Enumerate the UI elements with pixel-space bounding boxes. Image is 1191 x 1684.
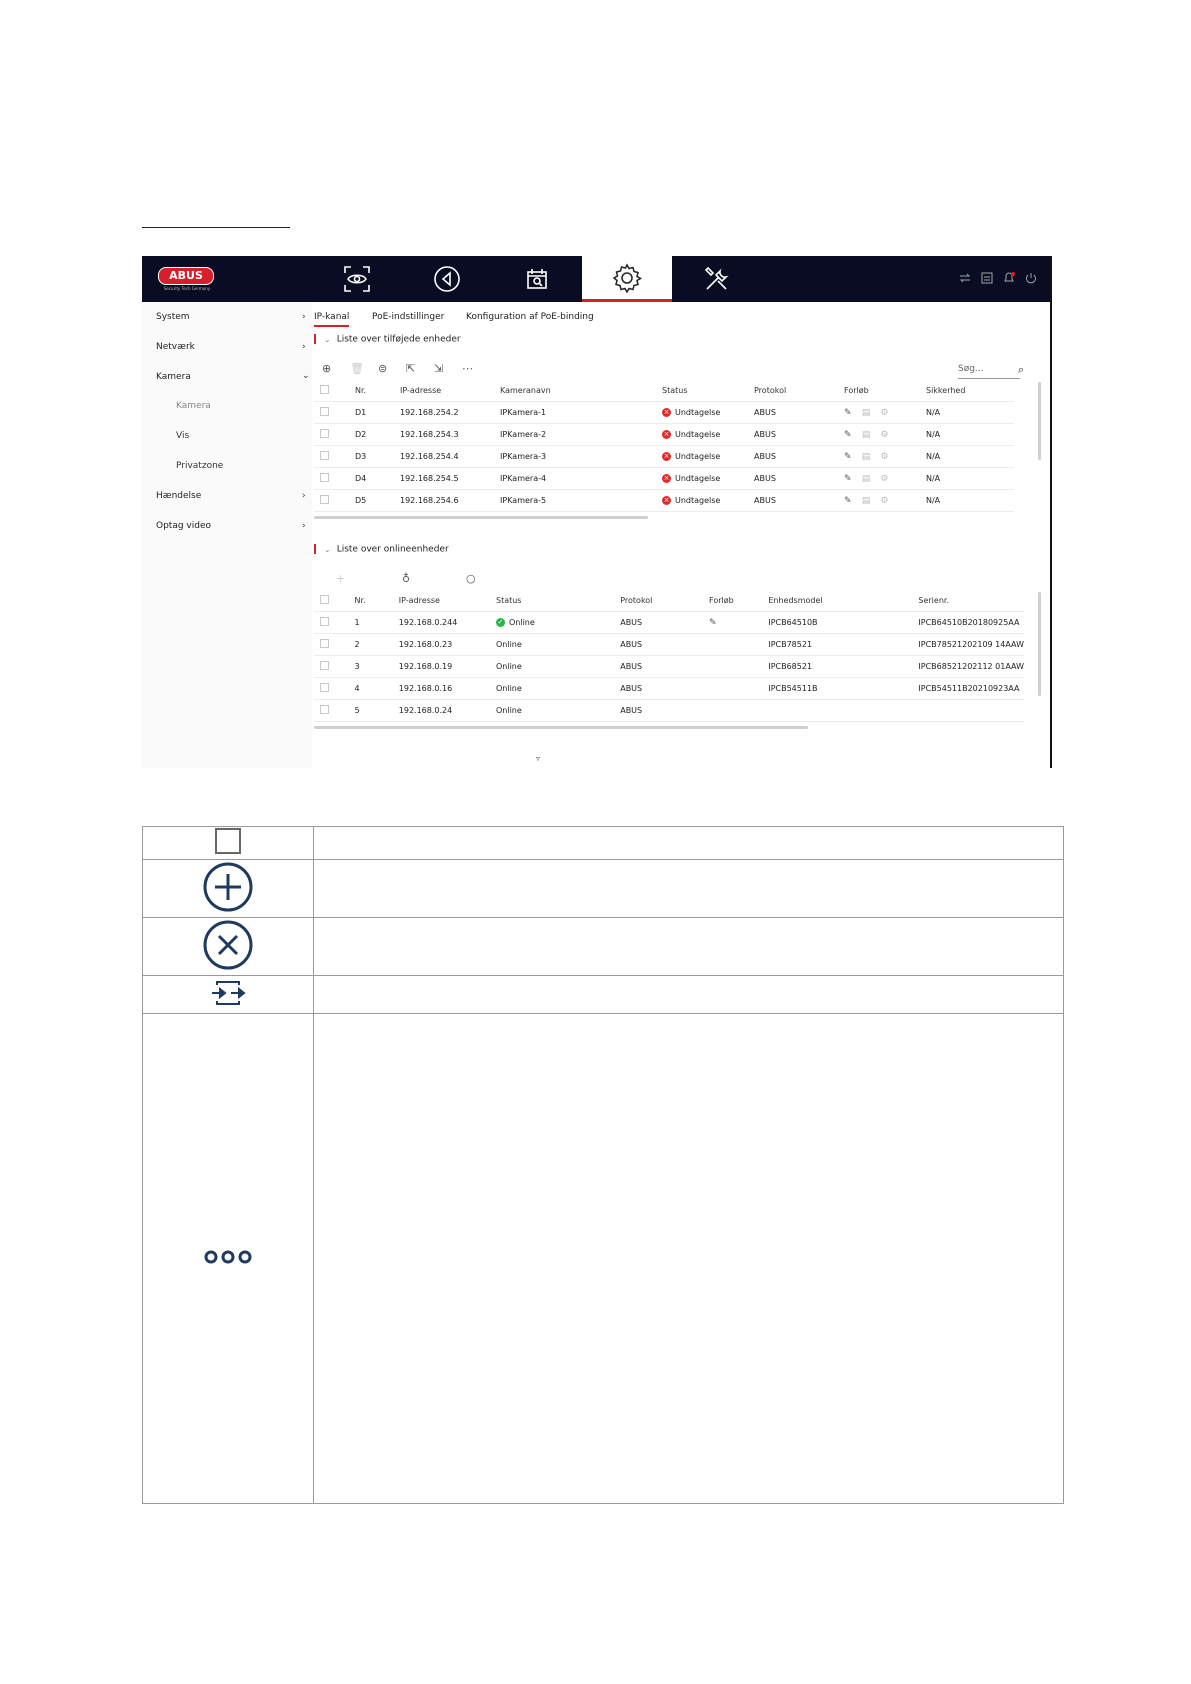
caret-down-icon: ⌄ bbox=[324, 334, 331, 344]
table-row[interactable] bbox=[314, 700, 1024, 722]
cell-status: Online bbox=[496, 634, 620, 656]
cell-name: IPKamera-3 bbox=[500, 446, 662, 468]
network-icon[interactable] bbox=[958, 270, 972, 284]
status-text: Undtagelse bbox=[675, 452, 721, 461]
cell-nr: 3 bbox=[354, 656, 398, 678]
add-icon[interactable]: ⊕ bbox=[322, 362, 332, 375]
cell-actions bbox=[844, 468, 926, 490]
col-nr[interactable]: Nr. bbox=[355, 380, 400, 402]
edit-icon[interactable]: ✎ bbox=[844, 451, 852, 462]
table-row[interactable] bbox=[314, 656, 1024, 678]
delete-icon[interactable]: ▤ bbox=[861, 407, 871, 418]
cell-status bbox=[662, 424, 754, 446]
cell-actions bbox=[844, 424, 926, 446]
cell-ip: 192.168.254.4 bbox=[400, 446, 500, 468]
cell-protocol: ABUS bbox=[620, 700, 709, 722]
table-row[interactable] bbox=[314, 634, 1024, 656]
cell-nr: 1 bbox=[354, 612, 398, 634]
row-checkbox[interactable] bbox=[320, 473, 329, 482]
error-status-icon: × bbox=[663, 408, 670, 416]
cell-model: IPCB54511B bbox=[768, 678, 918, 700]
cell-name: IPKamera-1 bbox=[500, 402, 662, 424]
cell-serial: IPCB78521202109 14AAW bbox=[918, 634, 1024, 656]
storage-icon[interactable] bbox=[980, 270, 994, 284]
tab-ip-kanal[interactable]: IP-kanal bbox=[314, 312, 349, 327]
import-icon[interactable]: ⇲ bbox=[434, 362, 444, 375]
cell-security: N/A bbox=[926, 468, 1014, 490]
cell-ip: 192.168.0.24 bbox=[399, 700, 496, 722]
cell-actions bbox=[844, 402, 926, 424]
cell-security: N/A bbox=[926, 424, 1014, 446]
tab-poe-binding[interactable]: Konfiguration af PoE-binding bbox=[466, 312, 594, 322]
cell-serial bbox=[918, 700, 1024, 722]
legend-icon-cell bbox=[143, 918, 314, 976]
alarm-bell-icon[interactable] bbox=[1002, 270, 1016, 284]
horizontal-scrollbar[interactable] bbox=[314, 726, 808, 729]
delete-icon[interactable]: 🗑 bbox=[350, 362, 364, 375]
abus-logo bbox=[158, 267, 216, 293]
settings-icon[interactable]: ⚙ bbox=[880, 473, 889, 484]
legend-text bbox=[314, 860, 1064, 918]
table-row[interactable] bbox=[314, 446, 1014, 468]
legend-text bbox=[314, 1014, 1064, 1504]
sidebar-item-optag-video[interactable]: Optag video bbox=[156, 521, 211, 531]
legend-row bbox=[143, 827, 1064, 860]
cell-status bbox=[662, 468, 754, 490]
heading-rule bbox=[142, 227, 290, 228]
cell-protocol: ABUS bbox=[620, 678, 709, 700]
col-status: Status bbox=[662, 380, 754, 402]
row-checkbox[interactable] bbox=[320, 705, 329, 714]
delete-icon[interactable]: ▤ bbox=[861, 495, 871, 506]
online-devices-table bbox=[314, 590, 1024, 722]
error-status-icon: × bbox=[663, 430, 670, 438]
select-all-checkbox[interactable] bbox=[320, 595, 329, 604]
cell-serial: IPCB64510B20180925AA bbox=[918, 612, 1024, 634]
legend-text bbox=[314, 827, 1064, 860]
maintenance-icon[interactable] bbox=[672, 256, 762, 302]
col-ip[interactable]: IP-adresse bbox=[400, 380, 500, 402]
logo-text: ABUS bbox=[158, 267, 214, 285]
cell-protocol: ABUS bbox=[620, 656, 709, 678]
more-icon[interactable]: ⋯ bbox=[462, 362, 473, 375]
cell-serial: IPCB54511B20210923AA bbox=[918, 678, 1024, 700]
delete-icon[interactable]: ▤ bbox=[861, 451, 871, 462]
delete-icon[interactable]: ▤ bbox=[861, 473, 871, 484]
sidebar-subitem-kamera[interactable]: Kamera bbox=[176, 401, 211, 411]
cell-protocol: ABUS bbox=[620, 612, 709, 634]
cell-actions bbox=[844, 490, 926, 512]
vertical-scrollbar[interactable] bbox=[1038, 382, 1041, 460]
table-row[interactable] bbox=[314, 424, 1014, 446]
legend-row bbox=[143, 1014, 1064, 1504]
col-status: Status bbox=[496, 590, 620, 612]
table-row[interactable] bbox=[314, 402, 1014, 424]
legend-row bbox=[143, 860, 1064, 918]
cell-protocol: ABUS bbox=[754, 424, 844, 446]
cell-nr: D2 bbox=[355, 424, 400, 446]
sidebar-item-kamera[interactable]: Kamera bbox=[156, 372, 191, 382]
col-forlob: Forløb bbox=[844, 380, 926, 402]
magnifier-icon[interactable]: ⌕ bbox=[1017, 363, 1024, 376]
col-protocol: Protokol bbox=[620, 590, 709, 612]
delete-icon[interactable]: ▤ bbox=[861, 429, 871, 440]
cell-nr: D5 bbox=[355, 490, 400, 512]
cell-status bbox=[496, 612, 620, 634]
row-checkbox[interactable] bbox=[320, 495, 329, 504]
horizontal-scrollbar[interactable] bbox=[314, 516, 648, 519]
cell-nr: D1 bbox=[355, 402, 400, 424]
checkbox-icon bbox=[214, 827, 242, 855]
col-nr[interactable]: Nr. bbox=[354, 590, 398, 612]
online-devices-title-text: Liste over onlineenheder bbox=[336, 544, 449, 555]
cell-model: IPCB78521 bbox=[768, 634, 918, 656]
chevron-right-icon: › bbox=[302, 491, 306, 501]
legend-icon-cell bbox=[143, 1014, 314, 1504]
cell-model: IPCB68521 bbox=[768, 656, 918, 678]
tab-poe-indstillinger[interactable]: PoE-indstillinger bbox=[372, 312, 445, 322]
legend-icon-cell bbox=[143, 860, 314, 918]
settings-icon[interactable]: ⚙ bbox=[880, 407, 889, 418]
cell-nr: 5 bbox=[354, 700, 398, 722]
legend-icon-cell bbox=[143, 827, 314, 860]
icon-legend-table bbox=[142, 826, 1064, 1504]
sidebar-subitem-vis[interactable]: Vis bbox=[176, 431, 190, 441]
cell-name: IPKamera-4 bbox=[500, 468, 662, 490]
section-marker bbox=[314, 544, 316, 554]
sidebar-subitem-privatzone[interactable]: Privatzone bbox=[176, 461, 224, 471]
search-icon[interactable] bbox=[492, 256, 582, 302]
cell-ip: 192.168.0.19 bbox=[399, 656, 496, 678]
cell-nr: 2 bbox=[354, 634, 398, 656]
transfer-icon bbox=[209, 979, 247, 1007]
refresh-icon[interactable]: ○ bbox=[466, 572, 476, 585]
settings-icon[interactable] bbox=[582, 256, 672, 302]
settings-icon[interactable]: ⚙ bbox=[880, 495, 889, 506]
edit-icon[interactable]: ✎ bbox=[844, 473, 852, 484]
vertical-scrollbar[interactable] bbox=[1038, 592, 1041, 696]
added-devices-title-text: Liste over tilføjede enheder bbox=[336, 334, 461, 345]
status-icons bbox=[958, 270, 1038, 284]
cell-security: N/A bbox=[926, 446, 1014, 468]
power-icon[interactable] bbox=[1024, 270, 1038, 284]
col-protocol: Protokol bbox=[754, 380, 844, 402]
cell-status: Online bbox=[496, 700, 620, 722]
cell-security: N/A bbox=[926, 402, 1014, 424]
table-row[interactable] bbox=[314, 490, 1014, 512]
cell-status bbox=[662, 446, 754, 468]
table-row[interactable] bbox=[314, 468, 1014, 490]
table-row[interactable] bbox=[314, 678, 1024, 700]
row-checkbox[interactable] bbox=[320, 639, 329, 648]
cell-actions bbox=[844, 446, 926, 468]
row-checkbox[interactable] bbox=[320, 617, 329, 626]
live-view-icon[interactable] bbox=[312, 256, 402, 302]
table-row[interactable] bbox=[314, 612, 1024, 634]
more-icon bbox=[202, 1249, 254, 1265]
add-icon[interactable]: + bbox=[336, 572, 346, 585]
row-checkbox[interactable] bbox=[320, 683, 329, 692]
row-checkbox[interactable] bbox=[320, 429, 329, 438]
edit-icon[interactable]: ✎ bbox=[709, 617, 717, 628]
legend-icon-cell bbox=[143, 976, 314, 1014]
cell-protocol: ABUS bbox=[754, 468, 844, 490]
cell-actions bbox=[709, 678, 768, 700]
cell-status: Online bbox=[496, 656, 620, 678]
edit-icon[interactable]: ✎ bbox=[844, 407, 852, 418]
logo-tagline: Security Tech Germany bbox=[163, 286, 211, 291]
legend-text bbox=[314, 976, 1064, 1014]
sidebar bbox=[142, 302, 312, 768]
search-placeholder: Søg... bbox=[958, 364, 984, 374]
activate-icon[interactable]: ♁ bbox=[402, 572, 411, 585]
cell-security: N/A bbox=[926, 490, 1014, 512]
settings-icon[interactable]: ⚙ bbox=[880, 451, 889, 462]
legend-row bbox=[143, 918, 1064, 976]
cell-actions bbox=[709, 700, 768, 722]
cell-status bbox=[662, 490, 754, 512]
status-text: Online bbox=[508, 618, 535, 627]
export-icon[interactable]: ⇱ bbox=[406, 362, 416, 375]
cell-name: IPKamera-2 bbox=[500, 424, 662, 446]
cell-model bbox=[768, 700, 918, 722]
status-text: Undtagelse bbox=[675, 474, 721, 483]
row-checkbox[interactable] bbox=[320, 661, 329, 670]
table-header-row bbox=[314, 380, 1014, 402]
cell-protocol: ABUS bbox=[754, 490, 844, 512]
cell-status bbox=[662, 402, 754, 424]
main-panel bbox=[314, 302, 1050, 768]
col-name: Kameranavn bbox=[500, 380, 662, 402]
section-marker bbox=[314, 334, 316, 344]
frame-border bbox=[1050, 256, 1052, 768]
col-ip[interactable]: IP-adresse bbox=[399, 590, 496, 612]
cell-actions bbox=[709, 634, 768, 656]
col-forlob: Forløb bbox=[709, 590, 768, 612]
error-status-icon: × bbox=[663, 474, 670, 482]
cell-status: Online bbox=[496, 678, 620, 700]
col-security: Sikkerhed bbox=[926, 380, 1014, 402]
row-checkbox[interactable] bbox=[320, 407, 329, 416]
nvr-screenshot bbox=[142, 256, 1052, 768]
cell-serial: IPCB68521202112 01AAW bbox=[918, 656, 1024, 678]
cell-ip: 192.168.254.6 bbox=[400, 490, 500, 512]
row-checkbox[interactable] bbox=[320, 451, 329, 460]
col-model: Enhedsmodel bbox=[768, 590, 918, 612]
sidebar-item-haendelse[interactable]: Hændelse bbox=[156, 491, 202, 501]
cell-ip: 192.168.0.244 bbox=[399, 612, 496, 634]
caret-down-icon: ⌄ bbox=[324, 544, 331, 554]
sidebar-item-system[interactable]: System bbox=[156, 312, 190, 322]
status-text: Undtagelse bbox=[675, 430, 721, 439]
refresh-icon[interactable]: ⊜ bbox=[378, 362, 388, 375]
cell-ip: 192.168.254.2 bbox=[400, 402, 500, 424]
top-bar bbox=[142, 256, 1052, 302]
edit-icon[interactable]: ✎ bbox=[844, 429, 852, 440]
cell-protocol: ABUS bbox=[620, 634, 709, 656]
edit-icon[interactable]: ✎ bbox=[844, 495, 852, 506]
online-devices-title[interactable] bbox=[314, 544, 449, 555]
delete-circle-icon bbox=[202, 919, 254, 971]
cell-ip: 192.168.0.23 bbox=[399, 634, 496, 656]
legend-text bbox=[314, 918, 1064, 976]
select-all-checkbox[interactable] bbox=[320, 385, 329, 394]
cell-model: IPCB64510B bbox=[768, 612, 918, 634]
chevron-right-icon: › bbox=[302, 312, 306, 322]
error-status-icon: × bbox=[663, 496, 670, 504]
added-devices-title[interactable] bbox=[314, 334, 461, 345]
ok-status-icon: ✓ bbox=[497, 618, 504, 626]
status-text: Undtagelse bbox=[675, 408, 721, 417]
cell-ip: 192.168.254.5 bbox=[400, 468, 500, 490]
status-text: Undtagelse bbox=[675, 496, 721, 505]
add-circle-icon bbox=[202, 861, 254, 913]
cell-nr: D3 bbox=[355, 446, 400, 468]
cell-actions bbox=[709, 612, 768, 634]
table-header-row bbox=[314, 590, 1024, 612]
playback-icon[interactable] bbox=[402, 256, 492, 302]
sidebar-item-netvaerk[interactable]: Netværk bbox=[156, 342, 195, 352]
legend-row bbox=[143, 976, 1064, 1014]
cell-ip: 192.168.254.3 bbox=[400, 424, 500, 446]
cell-name: IPKamera-5 bbox=[500, 490, 662, 512]
chevron-down-icon: ⌄ bbox=[302, 371, 310, 381]
col-serial: Serienr. bbox=[918, 590, 1024, 612]
cell-actions bbox=[709, 656, 768, 678]
collapse-arrow-icon[interactable]: ▿ bbox=[536, 754, 541, 763]
chevron-right-icon: › bbox=[302, 342, 306, 352]
chevron-right-icon: › bbox=[302, 521, 306, 531]
cell-protocol: ABUS bbox=[754, 446, 844, 468]
cell-nr: D4 bbox=[355, 468, 400, 490]
settings-icon[interactable]: ⚙ bbox=[880, 429, 889, 440]
error-status-icon: × bbox=[663, 452, 670, 460]
cell-ip: 192.168.0.16 bbox=[399, 678, 496, 700]
cell-protocol: ABUS bbox=[754, 402, 844, 424]
search-input[interactable] bbox=[958, 363, 1024, 379]
cell-nr: 4 bbox=[354, 678, 398, 700]
added-devices-table bbox=[314, 380, 1014, 512]
